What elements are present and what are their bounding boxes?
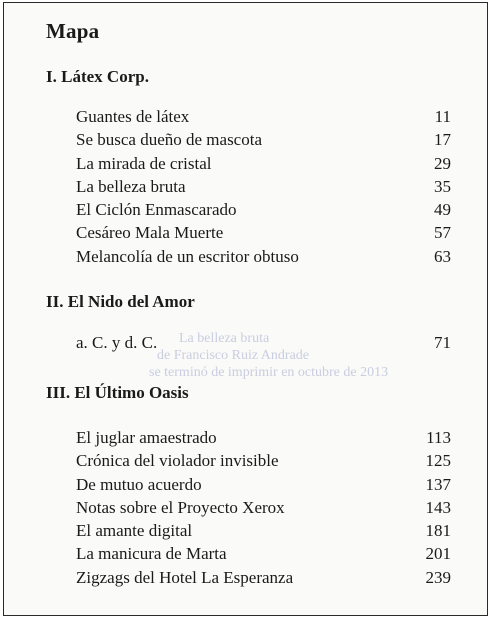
section-heading: I. Látex Corp. [46, 67, 149, 86]
entry-title: La belleza bruta [76, 176, 186, 196]
entry-page: 181 [425, 521, 451, 541]
entry-title: Guantes de látex [76, 107, 190, 126]
entry-page: 17 [434, 130, 451, 150]
bleed-line: de Francisco Ruiz Andrade [157, 348, 310, 363]
toc-entry [76, 449, 451, 472]
entry-page: 137 [425, 474, 451, 494]
toc-entry [76, 105, 451, 128]
page-title: Mapa [46, 19, 100, 43]
entry-title: La mirada de cristal [76, 153, 212, 173]
entry-page: 201 [425, 544, 451, 564]
entry-title: Zigzags del Hotel La Esperanza [76, 567, 294, 587]
toc-entry [76, 566, 451, 589]
entry-title: Crónica del violador invisible [76, 451, 279, 471]
section-heading: II. El Nido del Amor [46, 292, 195, 311]
toc-entry [76, 426, 451, 449]
toc-entry [76, 198, 451, 221]
toc-entry [76, 519, 451, 542]
entry-page: 49 [434, 200, 451, 220]
book-page [3, 2, 488, 616]
entry-title: El amante digital [76, 521, 193, 541]
toc-entry [76, 542, 451, 565]
entry-title: La manicura de Marta [76, 544, 227, 564]
entry-title: Cesáreo Mala Muerte [76, 223, 224, 243]
section-entries [76, 426, 451, 589]
entry-title: Se busca dueño de mascota [76, 130, 262, 150]
toc-entry [76, 221, 451, 244]
entry-page: 125 [425, 451, 451, 471]
toc-entry [76, 473, 451, 496]
toc-entry [76, 128, 451, 151]
entry-page: 113 [426, 428, 451, 447]
bleed-line: se terminó de imprimir en octubre de 2013 [149, 365, 389, 380]
entry-page: 57 [434, 223, 451, 243]
entry-title: Notas sobre el Proyecto Xerox [76, 497, 285, 517]
entry-title: De mutuo acuerdo [76, 474, 202, 494]
entry-page: 143 [425, 497, 451, 517]
entry-title: El Ciclón Enmascarado [76, 200, 237, 220]
entry-title: El juglar amaestrado [76, 428, 217, 447]
section-heading: III. El Último Oasis [46, 383, 189, 402]
entry-title: Melancolía de un escritor obtuso [76, 246, 299, 266]
toc-entry [76, 496, 451, 519]
toc-entry [76, 152, 451, 175]
toc-entry [76, 245, 451, 268]
section-entries [76, 105, 451, 268]
entry-page: 11 [434, 107, 451, 126]
entry-page: 71 [434, 333, 451, 352]
section-entries [76, 331, 451, 354]
entry-page: 29 [434, 153, 451, 173]
toc-entry [76, 175, 451, 198]
toc-entry [76, 331, 451, 354]
entry-page: 63 [434, 246, 451, 266]
bleed-line: La belleza bruta [179, 331, 270, 346]
entry-page: 239 [425, 567, 451, 587]
entry-title: a. C. y d. C. [76, 333, 158, 352]
entry-page: 35 [434, 176, 451, 196]
